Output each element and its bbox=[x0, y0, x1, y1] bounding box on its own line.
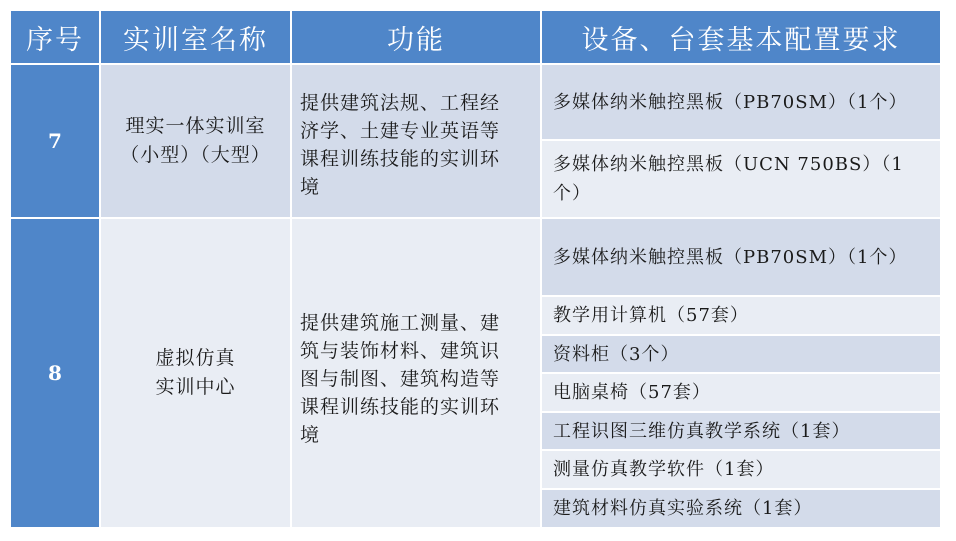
row-7-seq: 7 bbox=[10, 64, 100, 218]
room-name-line: 实训中心 bbox=[155, 376, 236, 398]
equipment-text: 多媒体纳米触控黑板（PB70SM）（1个） bbox=[553, 91, 908, 113]
function-line: 课程训练技能的实训环 bbox=[300, 396, 501, 418]
room-name-line: （小型）（大型） bbox=[120, 144, 271, 166]
function-line: 课程训练技能的实训环 bbox=[300, 148, 501, 170]
header-equipment: 设备、台套基本配置要求 bbox=[541, 10, 941, 64]
equipment-item bbox=[541, 140, 941, 218]
equipment-text: 建筑材料仿真实验系统（1套） bbox=[553, 498, 813, 519]
equipment-item bbox=[541, 489, 941, 528]
function-line: 提供建筑施工测量、建 bbox=[300, 312, 501, 334]
function-line: 济学、土建专业英语等 bbox=[300, 120, 501, 142]
equipment-text: 测量仿真教学软件（1套） bbox=[553, 459, 775, 480]
equipment-item bbox=[541, 412, 941, 450]
row-8-seq: 8 bbox=[10, 218, 100, 528]
function-line: 境 bbox=[300, 176, 321, 198]
equipment-item bbox=[541, 64, 941, 140]
equipment-text: 资料柜（3个） bbox=[553, 343, 680, 365]
equipment-text: 多媒体纳米触控黑板（UCN 750BS）（1个） bbox=[553, 154, 904, 204]
equipment-text: 电脑桌椅（57套） bbox=[553, 382, 711, 403]
header-function: 功能 bbox=[291, 10, 541, 64]
equipment-item bbox=[541, 296, 941, 335]
room-name-line: 虚拟仿真 bbox=[155, 347, 236, 369]
header-room-name: 实训室名称 bbox=[100, 10, 291, 64]
row-8-room-name bbox=[100, 218, 291, 528]
row-7-function bbox=[291, 64, 541, 218]
function-line: 图与制图、建筑构造等 bbox=[300, 368, 501, 390]
equipment-item bbox=[541, 335, 941, 373]
function-line: 提供建筑法规、工程经 bbox=[300, 92, 501, 114]
row-7-room-name bbox=[100, 64, 291, 218]
equipment-item bbox=[541, 373, 941, 412]
equipment-text: 教学用计算机（57套） bbox=[553, 305, 749, 326]
room-name-line: 理实一体实训室 bbox=[125, 115, 266, 137]
equipment-table bbox=[10, 10, 941, 528]
row-8-function bbox=[291, 218, 541, 528]
function-line: 境 bbox=[300, 424, 321, 446]
header-seq: 序号 bbox=[10, 10, 100, 64]
equipment-text: 多媒体纳米触控黑板（PB70SM）（1个） bbox=[553, 246, 908, 268]
equipment-item bbox=[541, 450, 941, 489]
equipment-text: 工程识图三维仿真教学系统（1套） bbox=[553, 420, 851, 442]
function-line: 筑与装饰材料、建筑识 bbox=[300, 340, 501, 362]
equipment-item bbox=[541, 218, 941, 296]
